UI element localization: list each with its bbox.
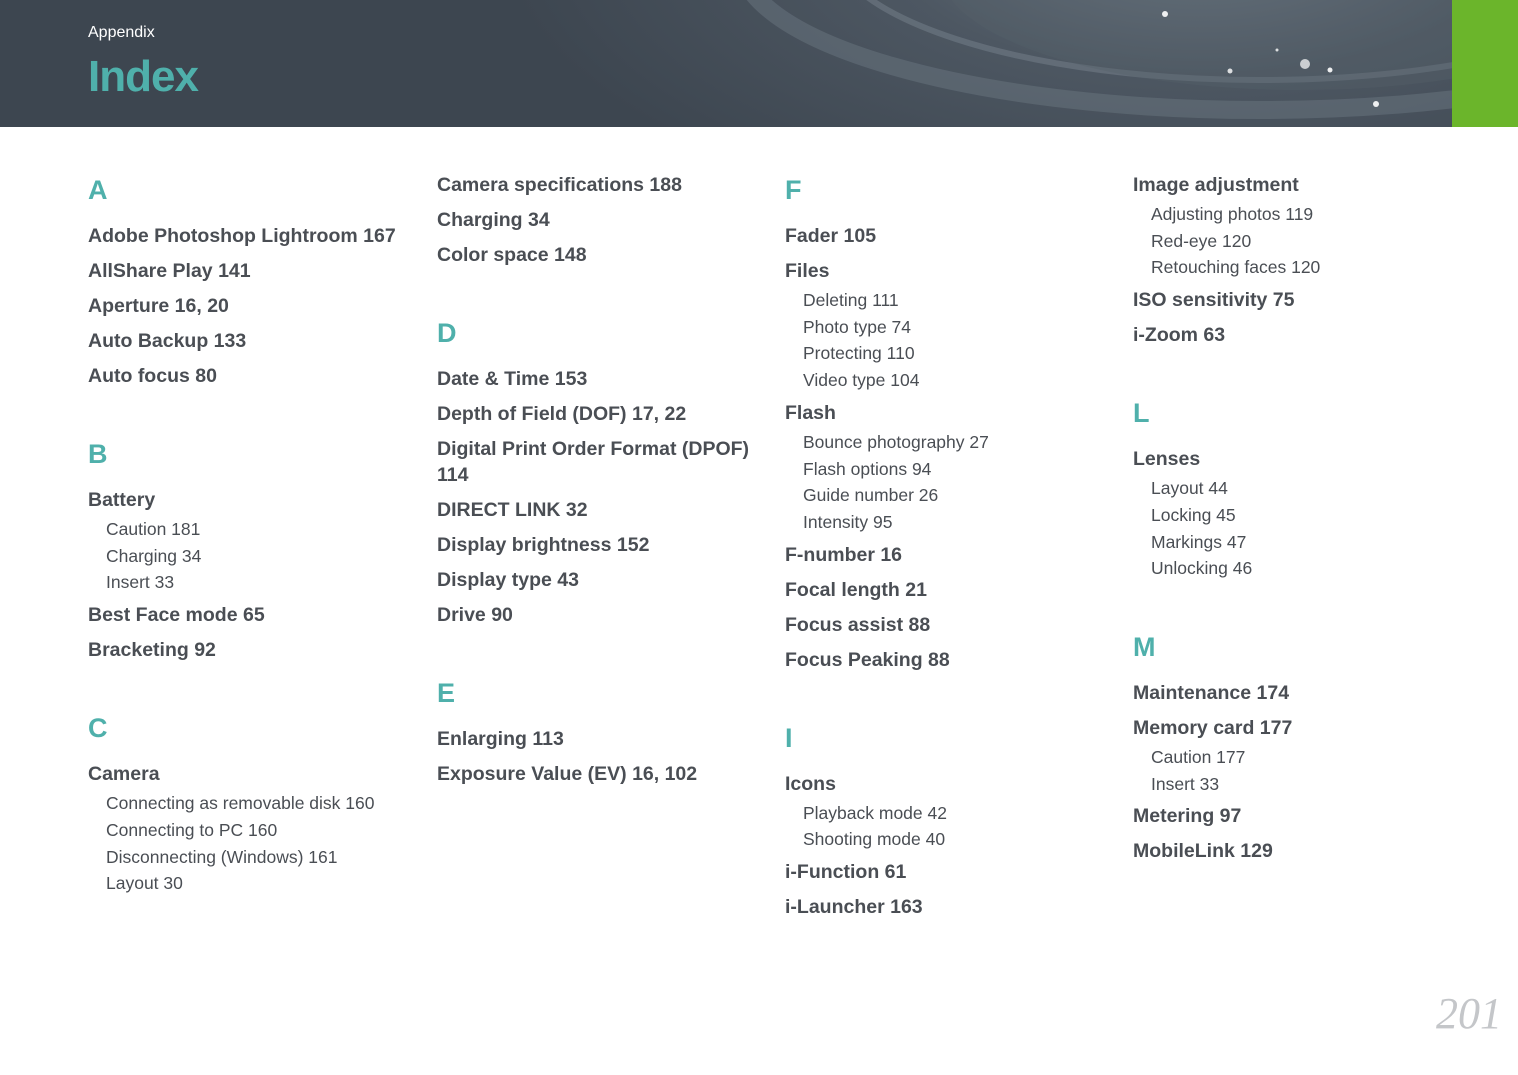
index-subentry: Layout 44: [1151, 478, 1228, 499]
index-entry: Display brightness 152: [437, 534, 650, 556]
index-subentry-list: [1133, 744, 1463, 797]
index-entry: Memory card 177: [1133, 716, 1293, 739]
index-subentry: Adjusting photos 119: [1151, 204, 1314, 224]
index-subentry: Locking 45: [1151, 504, 1236, 525]
index-subentry-list: [1133, 475, 1463, 582]
index-subentry: Caution 177: [1151, 746, 1246, 767]
index-letter-heading: L: [1133, 398, 1150, 429]
index-subentry: Playback mode 42: [803, 802, 947, 823]
index-subentry: Unlocking 46: [1151, 558, 1253, 579]
index-letter-heading: C: [88, 713, 108, 744]
section-label: Appendix: [88, 24, 155, 41]
index-entry: Auto focus 80: [88, 365, 217, 387]
index-entry: Camera specifications 188: [437, 174, 682, 196]
index-subentry: Layout 30: [106, 873, 183, 894]
index-entry: AllShare Play 141: [88, 260, 251, 282]
index-entry: Image adjustment: [1133, 174, 1299, 196]
index-column-3: [785, 172, 1115, 929]
index-entry: Bracketing 92: [88, 639, 216, 662]
index-subentry: Flash options 94: [803, 458, 932, 479]
index-entry: Depth of Field (DOF) 17, 22: [437, 403, 687, 425]
index-entry: Date & Time 153: [437, 368, 588, 390]
index-entry: Lenses: [1133, 448, 1201, 471]
index-subentry: Deleting 111: [803, 290, 899, 310]
index-subentry-list: [88, 790, 418, 897]
index-letter-heading: E: [437, 678, 456, 708]
index-entry: Aperture 16, 20: [88, 295, 229, 317]
index-subentry: Photo type 74: [803, 316, 911, 337]
index-entry: Flash: [785, 401, 836, 424]
index-subentry: Charging 34: [106, 545, 202, 566]
page-title: Index: [88, 52, 198, 101]
index-entry: Display type 43: [437, 569, 579, 591]
index-entry: Files: [785, 260, 830, 282]
index-letter-heading: I: [785, 722, 793, 753]
index-entry: i-Function 61: [785, 861, 907, 884]
index-column-4: [1133, 172, 1463, 873]
index-letter-heading: M: [1133, 631, 1156, 662]
index-subentry: Connecting as removable disk 160: [106, 793, 375, 814]
index-subentry: Protecting 110: [803, 343, 915, 364]
index-subentry: Shooting mode 40: [803, 829, 946, 850]
index-entry: Metering 97: [1133, 805, 1242, 828]
index-entry: F-number 16: [785, 543, 903, 566]
index-entry: Enlarging 113: [437, 728, 564, 750]
index-entry: Fader 105: [785, 225, 877, 247]
page-number: 201: [1436, 989, 1502, 1038]
index-subentry: Markings 47: [1151, 531, 1247, 552]
index-entry: Icons: [785, 772, 836, 795]
index-entry: Best Face mode 65: [88, 604, 265, 627]
index-entry: Drive 90: [437, 604, 513, 626]
section-tab: [1452, 0, 1518, 127]
page-header: [0, 0, 1518, 127]
index-entry: Focus Peaking 88: [785, 648, 950, 671]
index-subentry: Guide number 26: [803, 485, 939, 506]
index-entry: MobileLink 129: [1133, 840, 1273, 863]
index-entry: i-Zoom 63: [1133, 324, 1226, 347]
index-letter-heading: A: [88, 175, 108, 205]
index-entry: Charging 34: [437, 209, 550, 231]
index-entry: Adobe Photoshop Lightroom 167: [88, 225, 396, 247]
header-decoration: [700, 0, 1460, 127]
index-subentry: Insert 33: [106, 572, 175, 593]
index-letter-heading: F: [785, 175, 802, 205]
index-entry: Digital Print Order Format (DPOF) 114: [437, 438, 750, 486]
index-subentry: Video type 104: [803, 370, 920, 391]
index-letter-heading: B: [88, 439, 108, 469]
index-entry: Focus assist 88: [785, 613, 931, 636]
index-entry: Focal length 21: [785, 578, 927, 601]
index-entry: Maintenance 174: [1133, 681, 1290, 704]
index-entry: Color space 148: [437, 244, 587, 266]
index-subentry-list: [88, 516, 418, 596]
index-entry: Exposure Value (EV) 16, 102: [437, 763, 698, 785]
index-entry: Battery: [88, 489, 156, 511]
index-subentry: Red-eye 120: [1151, 230, 1252, 251]
index-entry: ISO sensitivity 75: [1133, 289, 1295, 312]
index-entry: DIRECT LINK 32: [437, 499, 588, 521]
index-subentry: Intensity 95: [803, 511, 893, 532]
index-subentry: Connecting to PC 160: [106, 819, 278, 840]
index-subentry-list: [1133, 201, 1463, 281]
index-entry: Auto Backup 133: [88, 330, 247, 352]
index-subentry-list: [785, 800, 1115, 853]
index-subentry: Disconnecting (Windows) 161: [106, 846, 338, 867]
index-subentry: Caution 181: [106, 519, 201, 539]
index-entry: i-Launcher 163: [785, 896, 923, 919]
index-column-2: [437, 172, 767, 796]
index-entry: Camera: [88, 763, 160, 786]
index-subentry: Bounce photography 27: [803, 431, 989, 452]
index-subentry-list: [785, 429, 1115, 536]
index-subentry-list: [785, 287, 1115, 394]
index-letter-heading: D: [437, 318, 457, 348]
index-subentry: Insert 33: [1151, 773, 1220, 794]
index-subentry: Retouching faces 120: [1151, 257, 1321, 278]
index-column-1: [88, 172, 418, 903]
